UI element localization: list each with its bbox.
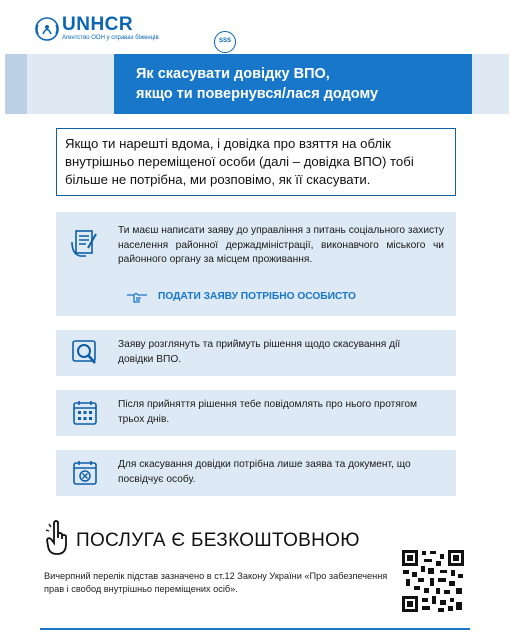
step-4-text: Для скасування довідки потрібна лише заява та документ, що посвідчує особу.	[118, 459, 411, 485]
page-title-line2: якщо ти повернувся/лася додому	[136, 86, 379, 102]
free-service-text: ПОСЛУГА Є БЕЗКОШТОВНОЮ	[76, 530, 360, 551]
step-card-1	[56, 212, 456, 316]
page-title	[136, 64, 378, 104]
calendar-icon	[70, 398, 100, 428]
step-1-text: Ти маєш написати заяву до управління з питань соціального захисту населення районної держадміністрації, виконавчого міського чи районного органу за місцем проживання.	[118, 225, 444, 265]
page-title-line1: Як скасувати довідку ВПО,	[136, 66, 330, 82]
bottom-divider	[40, 628, 470, 630]
unhcr-emblem-icon	[34, 16, 60, 42]
title-box	[114, 54, 472, 114]
unhcr-logo-subtitle: Агентство ООН у справах біженців	[62, 35, 159, 41]
raised-finger-icon	[44, 520, 70, 556]
step-3-text: Після прийняття рішення тебе повідомлять про нього протягом трьох днів.	[118, 399, 418, 425]
step-card-2	[56, 330, 456, 376]
legal-footnote: Вичерпний перелік підстав зазначено в ст.12 Закону України «Про забезпечення прав і свобод внутрішньо переміщених осіб».	[44, 571, 388, 594]
header	[34, 14, 234, 44]
personal-submission-text: ПОДАТИ ЗАЯВУ ПОТРІБНО ОСОБИСТО	[158, 291, 356, 302]
cancel-document-icon	[70, 458, 100, 488]
intro-text: Якщо ти нарешті вдома, і довідка про взяття на облік внутрішньо переміщеної особи (далі – довідка ВПО) тобі більше не потрібна, ми розповімо, як її скасувати.	[65, 136, 414, 187]
title-accent	[5, 54, 27, 114]
unhcr-logo-text: UNHCR	[62, 14, 134, 35]
review-magnifier-icon	[70, 338, 100, 368]
step-2-text: Заяву розглянуть та приймуть рішення щодо скасування дії довідки ВПО.	[118, 339, 401, 365]
step-card-4	[56, 450, 456, 496]
application-form-icon	[70, 228, 100, 258]
intro-box	[56, 128, 456, 196]
sss-partner-logo: SSS	[214, 31, 236, 53]
pointing-hand-icon	[126, 290, 148, 304]
qr-code[interactable]	[400, 548, 466, 614]
step-card-3	[56, 390, 456, 436]
